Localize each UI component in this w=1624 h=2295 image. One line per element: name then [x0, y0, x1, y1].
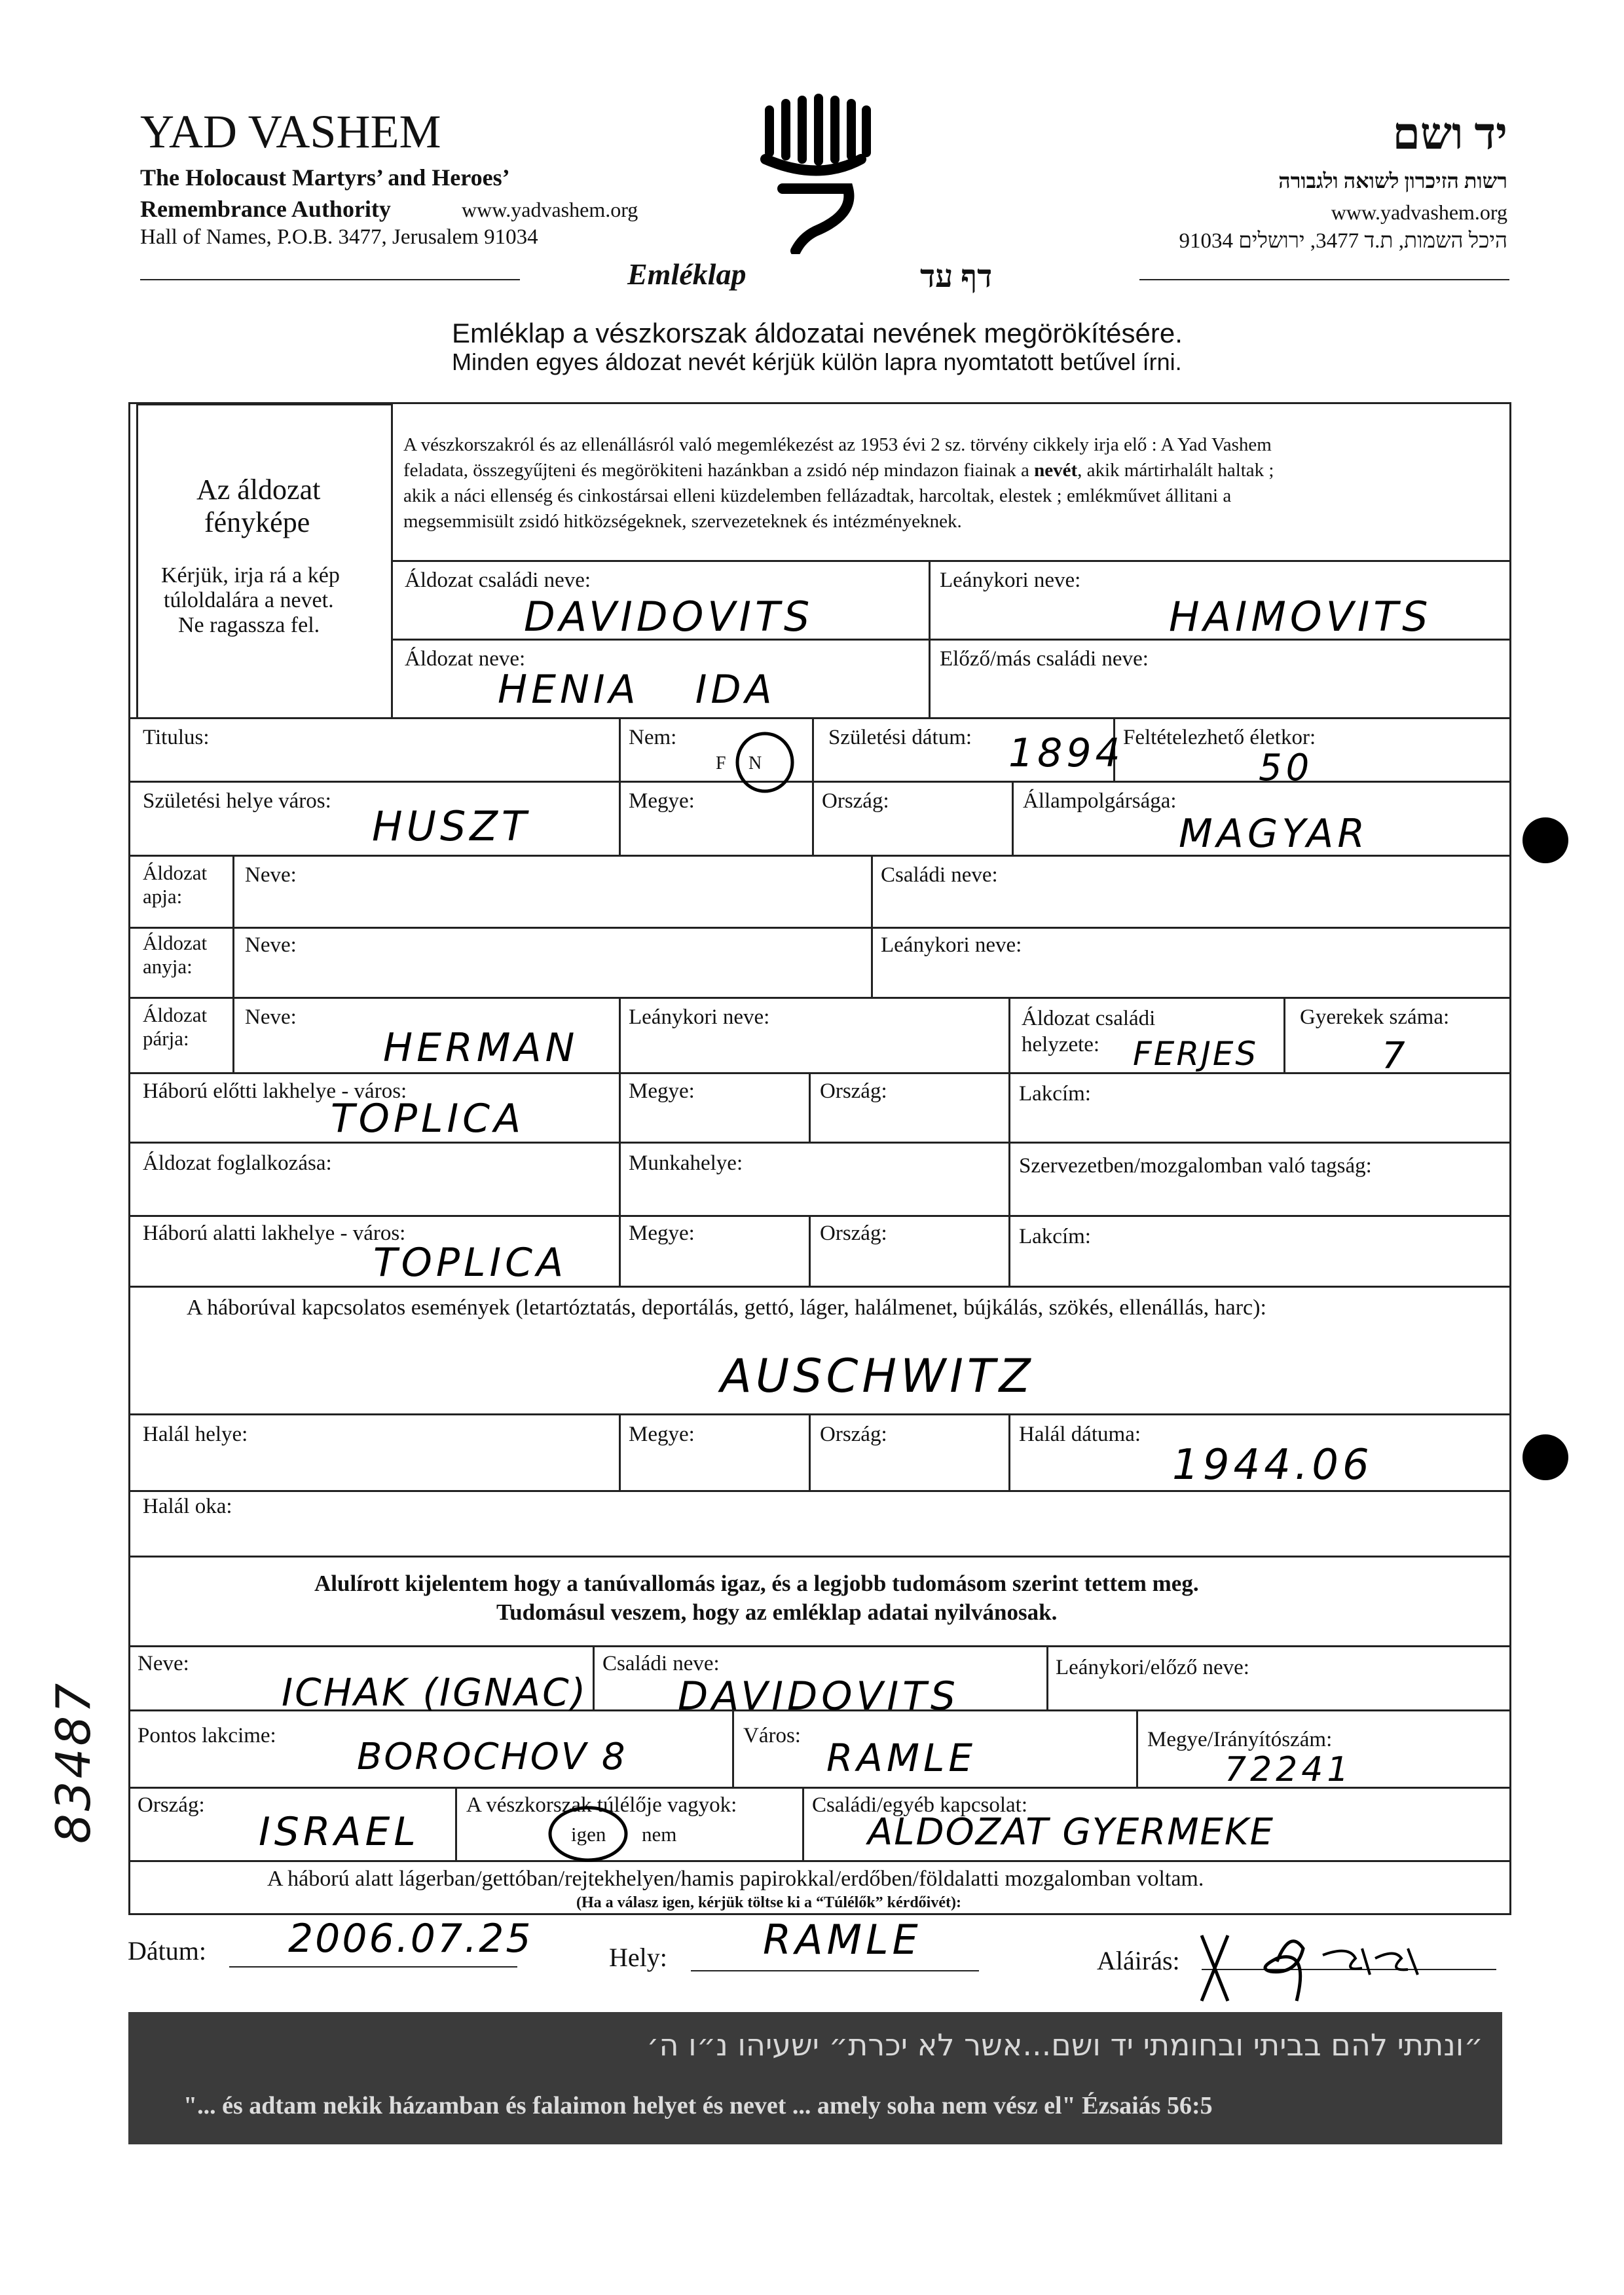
spouse-status-label: Áldozat családi helyzete: [1022, 1007, 1156, 1056]
photo-note-3: Ne ragassza fel. [178, 613, 320, 637]
birth-country-label: Ország: [822, 789, 889, 813]
declaration-line1: Alulírott kijelentem hogy a tanúvallomás igaz, és a legjobb tudomásom szerint tettem meg. [314, 1571, 1199, 1596]
birth-date-label: Születési dátum: [828, 726, 972, 749]
prewar-city-field[interactable]: TOPLICA [331, 1096, 525, 1142]
relation-field[interactable]: ALDOZAT GYERMEKE [868, 1811, 1275, 1854]
submitter-name-label: Neve: [138, 1652, 189, 1675]
camp-note: (Ha a válasz igen, kérjük töltse ki a “Túlélők” kérdőivét): [576, 1894, 961, 1911]
page-id-handwritten: 83487 [46, 1680, 101, 1844]
victim-firstname-label: Áldozat neve: [405, 647, 526, 671]
spouse-maiden-label: Leánykori neve: [629, 1005, 770, 1029]
heb-address: היכל השמות, ת.ד 3477, ירושלים 91034 [1179, 229, 1507, 253]
form-name-heb: דף עד [920, 259, 993, 294]
submitter-city-field[interactable]: RAMLE [826, 1736, 976, 1780]
web-right: www.yadvashem.org [1331, 200, 1507, 224]
submitter-surname-label: Családi neve: [602, 1652, 720, 1675]
relation-label: Családi/egyéb kapcsolat: [812, 1793, 1027, 1817]
victim-surname-label: Áldozat családi neve: [405, 569, 591, 592]
membership-label: Szervezetben/mozgalomban való tagság: [1019, 1154, 1372, 1178]
death-country-label: Ország: [820, 1423, 887, 1446]
web-left: www.yadvashem.org [462, 198, 638, 221]
signature-scribble [1198, 1922, 1447, 2007]
title-label: Titulus: [143, 726, 210, 749]
death-county-label: Megye: [629, 1423, 695, 1446]
submitter-city-label: Város: [743, 1724, 801, 1747]
spouse-status-field[interactable]: FERJES [1133, 1035, 1259, 1073]
wartime-address-label: Lakcím: [1019, 1225, 1091, 1248]
submitter-name-field[interactable]: ICHAK (IGNAC) [282, 1670, 588, 1715]
children-field[interactable]: 7 [1382, 1035, 1409, 1077]
punch-hole-top [1522, 817, 1568, 863]
place-label: Hely: [609, 1943, 667, 1972]
death-date-field[interactable]: 1944.06 [1172, 1441, 1373, 1489]
declaration-line2: Tudomásul veszem, hogy az emléklap adatai nyilvánosak. [496, 1599, 1058, 1625]
death-place-label: Halál helye: [143, 1423, 248, 1446]
photo-title-2: fényképe [204, 506, 310, 538]
prewar-address-label: Lakcím: [1019, 1082, 1091, 1106]
victim-maiden-field[interactable]: HAIMOVITS [1169, 593, 1432, 641]
spouse-name-field[interactable]: HERMAN [383, 1025, 579, 1071]
events-field[interactable]: AUSCHWITZ [720, 1349, 1035, 1403]
wartime-county-label: Megye: [629, 1222, 695, 1245]
photo-title-1: Az áldozat [196, 474, 321, 506]
mother-maiden-label: Leánykori neve: [881, 933, 1022, 957]
submitter-address-label: Pontos lakcime: [138, 1724, 276, 1747]
address-left: Hall of Names, P.O.B. 3477, Jerusalem 91034 [140, 225, 538, 249]
submitter-zip-label: Megye/Irányítószám: [1147, 1728, 1333, 1751]
death-cause-label: Halál oka: [143, 1495, 232, 1518]
age-field[interactable]: 50 [1259, 747, 1314, 789]
birth-city-label: Születési helye város: [143, 789, 331, 813]
photo-box[interactable] [136, 403, 393, 719]
children-label: Gyerekek száma: [1300, 1005, 1450, 1029]
punch-hole-bottom [1522, 1434, 1568, 1480]
wartime-city-label: Háború alatti lakhelye - város: [143, 1222, 406, 1245]
heb-title: יד ושם [1392, 109, 1507, 159]
prewar-country-label: Ország: [820, 1079, 887, 1103]
photo-note-2: túloldalára a nevet. [164, 588, 334, 612]
birth-date-field[interactable]: 1894 [1008, 730, 1124, 776]
mother-name-label: Neve: [245, 933, 297, 957]
father-surname-label: Családi neve: [881, 863, 998, 887]
victim-surname-field[interactable]: DAVIDOVITS [524, 593, 814, 641]
law-text: A vészkorszakról és az ellenállásról való megemlékezést az 1953 évi 2 sz. törvény cikkely irja elő : A Yad Vashem feladata, összegyűjteni és megörökiteni hazánkban a zsidó nép mindazon fiainak a nevét, akik mártirhalált haltak ; akik a náci ellenség és cinkostársai elleni küzdelemben fellázadtak, harcoltak, elestek ; emlékművet állitani a megsemmisült zsidó hitközségeknek, szervezeteknek és intézményeknek. [403, 434, 1274, 532]
sex-option-f[interactable]: F [716, 753, 726, 774]
death-date-label: Halál dátuma: [1019, 1423, 1141, 1446]
wartime-city-field[interactable]: TOPLICA [373, 1240, 568, 1286]
submitter-maiden-label: Leánykori/előző neve: [1056, 1656, 1249, 1679]
date-label: Dátum: [128, 1936, 206, 1966]
subtitle-1: Emléklap a vészkorszak áldozatai nevének megörökítésére. [452, 318, 1183, 348]
camp-line: A háború alatt lágerban/gettóban/rejtekhelyen/hamis papirokkal/erdőben/földalatti mozgalomban voltam. [267, 1867, 1204, 1891]
birth-county-label: Megye: [629, 789, 695, 813]
subtitle-2: Minden egyes áldozat nevét kérjük külön lapra nyomtatott betűvel írni. [452, 348, 1182, 375]
spouse-label: Áldozat párja: [143, 1003, 208, 1050]
survivor-label: A vészkorszak túlélője vagyok: [466, 1793, 737, 1817]
prewar-county-label: Megye: [629, 1079, 695, 1103]
submitter-address-field[interactable]: BOROCHOV 8 [357, 1736, 627, 1778]
submitter-surname-field[interactable]: DAVIDOVITS [678, 1673, 959, 1719]
date-field[interactable]: 2006.07.25 [288, 1916, 533, 1962]
submitter-country-label: Ország: [138, 1793, 205, 1817]
survivor-selection-circle [542, 1802, 634, 1865]
sex-option-n[interactable]: N [748, 753, 762, 774]
photo-note-1: Kérjük, irja rá a kép [161, 563, 340, 588]
place-field[interactable]: RAMLE [763, 1916, 922, 1964]
survivor-yes-option[interactable]: igen [571, 1823, 606, 1846]
submitter-country-field[interactable]: ISRAEL [259, 1809, 420, 1855]
sex-selection-circle [732, 728, 798, 794]
age-label: Feltételezhető életkor: [1123, 726, 1316, 749]
wartime-country-label: Ország: [820, 1222, 887, 1245]
menorah-logo [756, 90, 874, 254]
victim-firstname-field[interactable]: HENIA IDA [498, 667, 776, 713]
birth-city-field[interactable]: HUSZT [372, 802, 530, 850]
signature-label: Aláirás: [1097, 1946, 1180, 1975]
spouse-name-label: Neve: [245, 1005, 297, 1029]
victim-maiden-label: Leánykori neve: [940, 569, 1081, 592]
footer-hungarian: "... és adtam nekik házamban és falaimon helyet és nevet ... amely soha nem vész el" Ézsaiás 56:5 [183, 2092, 1213, 2119]
prewar-city-label: Háború előtti lakhelye - város: [143, 1079, 407, 1103]
occupation-label: Áldozat foglalkozása: [143, 1151, 332, 1175]
submitter-zip-field[interactable]: 72241 [1225, 1750, 1353, 1789]
org-title: YAD VASHEM [140, 105, 441, 158]
events-label: A háborúval kapcsolatos események (letartóztatás, deportálás, gettó, láger, halálmenet, bújkálás, szökés, ellenállás, harc): [187, 1296, 1266, 1320]
mother-label: Áldozat anyja: [143, 931, 208, 978]
org-line2: Remembrance Authority [140, 196, 391, 222]
workplace-label: Munkahelye: [629, 1151, 743, 1175]
org-line1: The Holocaust Martyrs’ and Heroes’ [140, 164, 510, 191]
form-name: Emléklap [627, 257, 747, 291]
heb-line1: רשות הזיכרון לשואה ולגבורה [1278, 169, 1507, 193]
survivor-no-option[interactable]: nem [642, 1823, 677, 1846]
footer-hebrew: ״ונתתי להם בביתי ובחומתי יד ושם...אשר לא יכרת״ ישעיהו נ״ו ה׳ [646, 2027, 1483, 2062]
sex-label: Nem: [629, 726, 677, 749]
father-label: Áldozat apja: [143, 861, 208, 908]
citizenship-field[interactable]: MAGYAR [1179, 811, 1369, 857]
citizenship-label: Állampolgársága: [1023, 789, 1177, 813]
father-name-label: Neve: [245, 863, 297, 887]
victim-prev-surname-label: Előző/más családi neve: [940, 647, 1149, 671]
